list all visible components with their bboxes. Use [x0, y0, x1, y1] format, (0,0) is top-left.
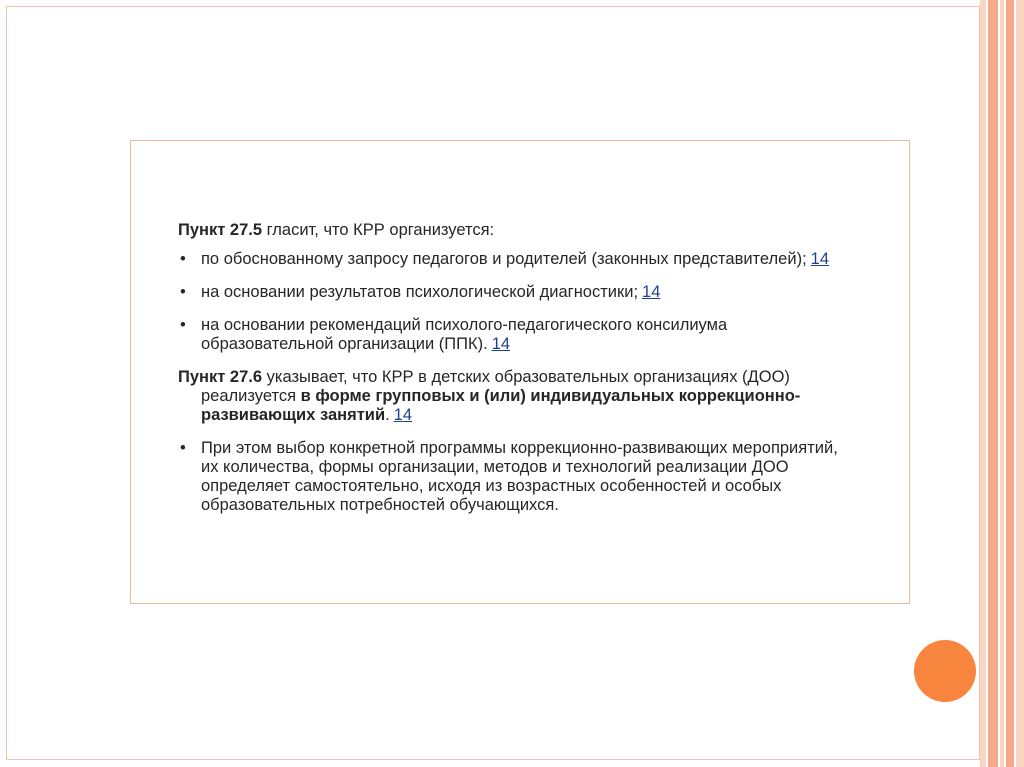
content-box [130, 140, 910, 604]
bullet-text-line4: образовательных потребностей обучающихся. [201, 496, 559, 514]
point-27-6-label: Пункт 27.6 [178, 368, 263, 386]
bullet-text: на основании результатов психологической диагностики; [201, 283, 639, 301]
point-27-5-label: Пункт 27.5 [178, 221, 263, 239]
reference-link[interactable]: 14 [491, 335, 511, 353]
point-27-6-line2 [178, 387, 898, 406]
slide-text [178, 221, 898, 529]
point-27-6-line1: указывает, что КРР в детских образовательных организациях (ДОО) [262, 368, 790, 386]
bullet-dot: • [180, 250, 186, 268]
bullet-text-line1: При этом выбор конкретной программы коррекционно-развивающих мероприятий, [201, 439, 838, 457]
bullet-dot: • [180, 283, 186, 301]
paragraph-27-5 [178, 221, 898, 240]
bullet-text-line2: их количества, формы организации, методов и технологий реализации ДОО [201, 458, 789, 476]
bullet-item-request [178, 250, 898, 269]
point-27-6-line3-rest: . [385, 406, 390, 424]
decorative-stripes [980, 0, 1024, 767]
bullet-dot: • [180, 439, 186, 457]
point-27-5-text: гласит, что КРР организуется: [262, 221, 495, 239]
reference-link[interactable]: 14 [393, 406, 413, 424]
bullet-text-line2: образовательной организации (ППК). [201, 335, 488, 353]
paragraph-27-6 [178, 368, 898, 425]
bullet-text-line3: определяет самостоятельно, исходя из возрастных особенностей и особых [201, 477, 782, 495]
reference-link[interactable]: 14 [642, 283, 661, 301]
bullet-item-diagnostics [178, 283, 898, 302]
bullet-item-ppk [178, 316, 898, 354]
point-27-6-line3-bold: развивающих занятий [201, 406, 386, 424]
point-27-6-line3 [178, 406, 898, 425]
bullet-dot: • [180, 316, 186, 334]
bullet-text-line1: на основании рекомендаций психолого-педагогического консилиума [201, 316, 728, 334]
bullet-text: по обоснованному запросу педагогов и родителей (законных представителей); [201, 250, 807, 268]
bullet-item-program-choice [178, 439, 898, 515]
reference-link[interactable]: 14 [810, 250, 830, 268]
decorative-orange-circle [914, 640, 976, 702]
point-27-6-line2-plain: реализуется [201, 387, 301, 405]
point-27-6-line2-bold: в форме групповых и (или) индивидуальных коррекционно- [300, 387, 801, 405]
